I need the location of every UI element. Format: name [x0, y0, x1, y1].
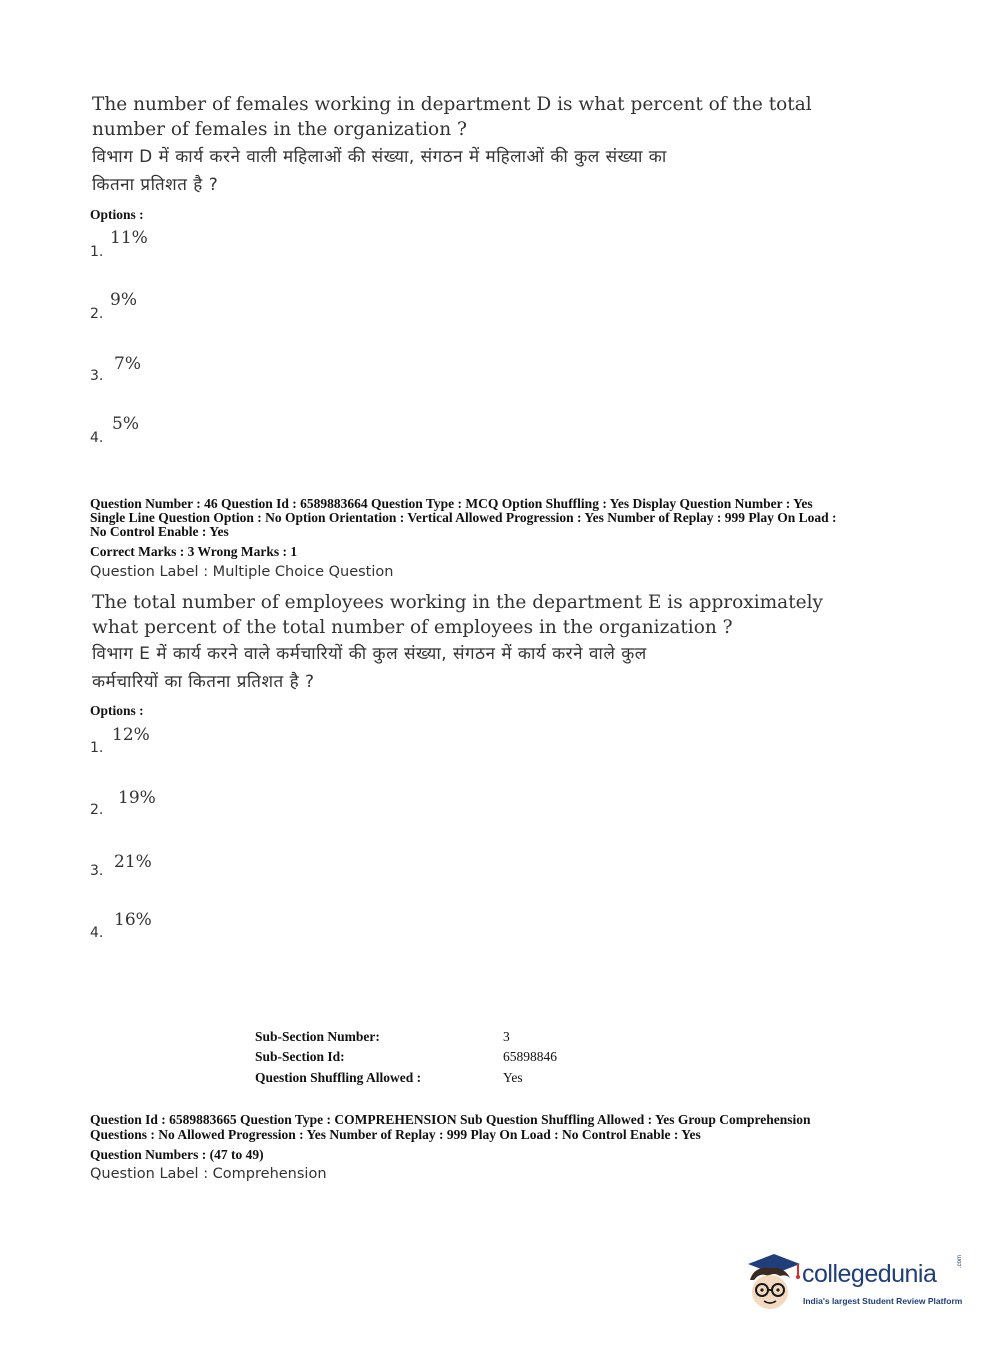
q45-text-hi-line1: विभाग D में कार्य करने वाली महिलाओं की संख्या, संगठन में महिलाओं की कुल संख्या का — [92, 147, 667, 167]
subsection-number-value: 3 — [503, 1029, 510, 1044]
q46-text-en-line1: The total number of employees working in the department E is approximately — [92, 592, 823, 613]
q46-text-hi-line1: विभाग E में कार्य करने वाले कर्मचारियों की कुल संख्या, संगठन में कार्य करने वाले कुल — [92, 644, 647, 664]
q46-option-3[interactable] — [88, 850, 168, 890]
option-number: 3. — [90, 368, 104, 384]
logo-brand: collegedunia — [802, 1260, 937, 1288]
q46-question-label: Question Label : Multiple Choice Question — [90, 564, 394, 580]
option-value: 9% — [110, 290, 137, 310]
q45-text-en-line2: number of females in the organization ? — [92, 119, 467, 140]
option-number: 3. — [90, 863, 104, 879]
comprehension-question-numbers: Question Numbers : (47 to 49) — [90, 1147, 264, 1162]
comprehension-meta-line1: Question Id : 6589883665 Question Type : COMPREHENSION Sub Question Shuffling Allowed : Yes Group Comprehension — [90, 1112, 811, 1127]
option-value: 5% — [112, 414, 139, 434]
q45-option-2[interactable] — [88, 288, 168, 328]
q46-option-1[interactable] — [88, 723, 168, 763]
option-number: 1. — [90, 740, 104, 756]
option-number: 1. — [90, 244, 104, 260]
collegedunia-logo[interactable] — [740, 1250, 970, 1314]
comprehension-question-label: Question Label : Comprehension — [90, 1166, 327, 1182]
option-value: 7% — [114, 354, 141, 374]
subsection-number-label: Sub-Section Number: — [255, 1029, 380, 1044]
option-value: 12% — [112, 725, 150, 745]
q46-option-4[interactable] — [88, 908, 168, 948]
q45-text-hi-line2: कितना प्रतिशत है ? — [92, 175, 219, 195]
logo-suffix: .com — [957, 1254, 963, 1268]
q46-meta-line3: No Control Enable : Yes — [90, 524, 229, 539]
subsection-id-label: Sub-Section Id: — [255, 1049, 345, 1064]
q45-option-4[interactable] — [88, 412, 168, 452]
option-value: 11% — [110, 228, 148, 248]
option-value: 21% — [114, 852, 152, 872]
subsection-id-value: 65898846 — [503, 1049, 557, 1064]
q46-marks: Correct Marks : 3 Wrong Marks : 1 — [90, 544, 298, 559]
q45-text-en-line1: The number of females working in department D is what percent of the total — [92, 94, 812, 115]
logo-tagline: India's largest Student Review Platform — [803, 1296, 963, 1306]
mascot-icon — [740, 1250, 802, 1312]
subsection-shuffle-value: Yes — [503, 1070, 523, 1085]
option-value: 19% — [118, 788, 156, 808]
q45-option-3[interactable] — [88, 352, 168, 392]
q46-text-en-line2: what percent of the total number of employees in the organization ? — [92, 617, 733, 638]
subsection-shuffle-label: Question Shuffling Allowed : — [255, 1070, 422, 1085]
q45-options-label: Options : — [90, 207, 144, 222]
comprehension-meta-line2: Questions : No Allowed Progression : Yes Number of Replay : 999 Play On Load : No Control Enable : Yes — [90, 1127, 701, 1142]
q46-meta-line1: Question Number : 46 Question Id : 6589883664 Question Type : MCQ Option Shuffling : Yes Display Question Number : Yes — [90, 496, 813, 511]
q46-options-label: Options : — [90, 703, 144, 718]
option-number: 2. — [90, 802, 104, 818]
q46-option-2[interactable] — [88, 786, 168, 826]
option-value: 16% — [114, 910, 152, 930]
q46-text-hi-line2: कर्मचारियों का कितना प्रतिशत है ? — [92, 672, 315, 692]
option-number: 4. — [90, 925, 104, 941]
option-number: 2. — [90, 306, 104, 322]
q46-meta-line2: Single Line Question Option : No Option Orientation : Vertical Allowed Progression : Yes Number of Replay : 999 Play On Load : — [90, 510, 837, 525]
option-number: 4. — [90, 430, 104, 446]
q45-option-1[interactable] — [88, 226, 168, 266]
